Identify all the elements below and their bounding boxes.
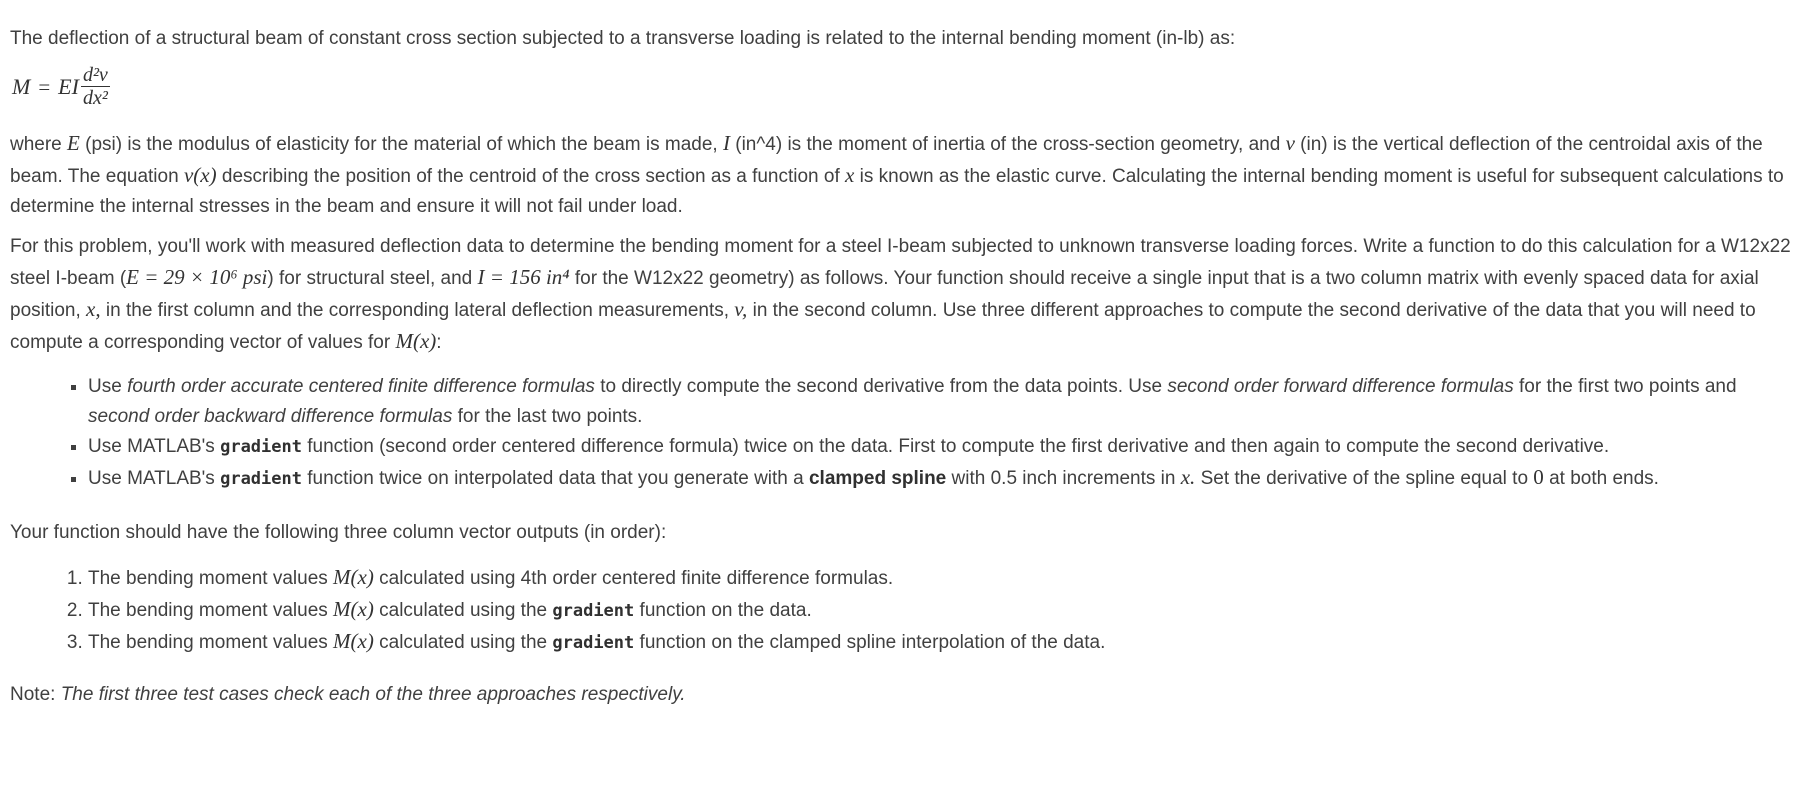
math-E: E (67, 131, 80, 155)
eq-numerator: d²v (82, 64, 108, 86)
math-I-value: I = 156 in⁴ (477, 265, 570, 289)
bending-moment-equation (12, 64, 1802, 122)
text: with 0.5 inch increments in (946, 468, 1181, 489)
text: : (436, 332, 442, 353)
text: describing the position of the centroid of the cross section as a function of (216, 166, 846, 187)
list-item (88, 462, 1802, 494)
math-v: v, (734, 297, 748, 321)
intro-text: The deflection of a structural beam of constant cross section subjected to a transverse loading is related to the internal bending moment (in-lb) as: (10, 28, 1236, 49)
outputs-intro: Your function should have the following three column vector outputs (in order): (10, 522, 667, 543)
approaches-list (10, 372, 1802, 494)
eq-sign: = (38, 74, 51, 99)
text: in the first column and the corresponding lateral deflection measurements, (100, 300, 735, 321)
list-item (88, 626, 1802, 658)
emphasis: second order backward difference formulas (88, 406, 453, 427)
list-item (88, 562, 1802, 594)
text: The bending moment values (88, 632, 334, 653)
equation (12, 64, 110, 109)
list-item (88, 432, 1802, 462)
text: calculated using the (373, 600, 553, 621)
math-Mx: M(x) (395, 329, 437, 353)
emphasis: second order forward difference formulas (1167, 376, 1514, 397)
list-item (88, 372, 1802, 432)
text: for structural steel, and (273, 268, 478, 289)
math-x: x. (1180, 465, 1196, 489)
strong-clamped-spline: clamped spline (808, 468, 947, 489)
math-x: x (845, 163, 855, 187)
where-paragraph (10, 128, 1802, 222)
text: for the last two points. (452, 406, 643, 427)
text: for the first two points and (1513, 376, 1737, 397)
text: function on the clamped spline interpolation of the data. (634, 632, 1106, 653)
text: The bending moment values (88, 600, 334, 621)
text: (in) is the vertical deflection of the centroidal axis of the beam. The equation (10, 134, 1763, 187)
eq-lhs: M (12, 73, 31, 99)
list-item (88, 594, 1802, 626)
text: is known as the elastic curve. Calculating the internal bending moment is useful for subsequent calculations to determine the internal stresses in the beam and ensure it will not fail under load. (10, 166, 1784, 217)
note-text: The first three test cases check each of the three approaches respectively. (60, 684, 686, 705)
text: function twice on interpolated data that you generate with a (301, 468, 809, 489)
math-E-value: E = 29 × 10⁶ psi (126, 265, 268, 289)
eq-coef: EI (58, 73, 79, 99)
math-v: v (1285, 131, 1295, 155)
text: Use (88, 376, 128, 397)
eq-denominator: dx² (82, 87, 108, 109)
math-Mx: M(x) (333, 629, 374, 653)
text: in the second column. Use three different approaches to compute the second derivative of the data that you will need to compute a corresponding vector of values for (10, 300, 1756, 353)
code-gradient: gradient (552, 601, 635, 621)
text: function (second order centered difference formula) twice on the data. First to compute the first derivative and then again to compute the second derivative. (301, 436, 1610, 457)
text: for the W12x22 geometry) as follows. Your function should receive a single input that is a two column matrix with evenly spaced data for axial position, (10, 268, 1759, 321)
text: at both ends. (1543, 468, 1659, 489)
text: (psi) is the modulus of elasticity for the material of which the beam is made, (79, 134, 723, 155)
outputs-list (10, 562, 1802, 658)
text: function on the data. (634, 600, 812, 621)
spacer (10, 494, 1802, 518)
eq-fraction (81, 64, 110, 109)
math-Mx: M(x) (333, 597, 374, 621)
code-gradient: gradient (220, 437, 302, 457)
text: calculated using the (373, 632, 553, 653)
text: Use MATLAB's (88, 468, 221, 489)
text: calculated using 4th order centered finite difference formulas. (373, 568, 894, 589)
note (10, 680, 1802, 710)
text: The bending moment values (88, 568, 334, 589)
emphasis: fourth order accurate centered finite difference formulas (127, 376, 595, 397)
problem-paragraph: For this problem, you'll work with measured deflection data to determine the bending moment for a steel I-beam subjected to unknown transverse loading forces. Write a function to do this calculation for a W12x22 steel I-beam (E = 29 × 10⁶ psi) for structural steel, and I = 156 in⁴ for the W12x22 geometry) as follows. Your function should receive a single input that is a two column matrix with evenly spaced data for axial position, x, in the first column and the corresponding lateral deflection measurements, v, in the second column. Use three different approaches to compute the second derivative of the data that you will need to compute a corresponding vector of values for M(x): (10, 236, 1791, 353)
math-zero: 0 (1533, 465, 1544, 489)
math-I: I (722, 131, 730, 155)
text: Use MATLAB's (88, 436, 221, 457)
text: to directly compute the second derivative from the data points. Use (594, 376, 1168, 397)
code-gradient: gradient (220, 469, 302, 489)
text: Set the derivative of the spline equal to (1195, 468, 1534, 489)
math-vx: v(x) (183, 163, 217, 187)
text: (in^4) is the moment of inertia of the cross-section geometry, and (729, 134, 1286, 155)
math-Mx: M(x) (333, 565, 374, 589)
text: For this problem, you'll work with measured deflection data to determine the bending moment for a steel I-beam subjected to unknown transverse loading forces. Write a function to do this calculation for a W12x22 steel I-beam ( (10, 236, 1791, 289)
note-label: Note: (10, 684, 61, 705)
text: where (10, 134, 68, 155)
code-gradient: gradient (552, 633, 635, 653)
math-x: x, (86, 297, 101, 321)
